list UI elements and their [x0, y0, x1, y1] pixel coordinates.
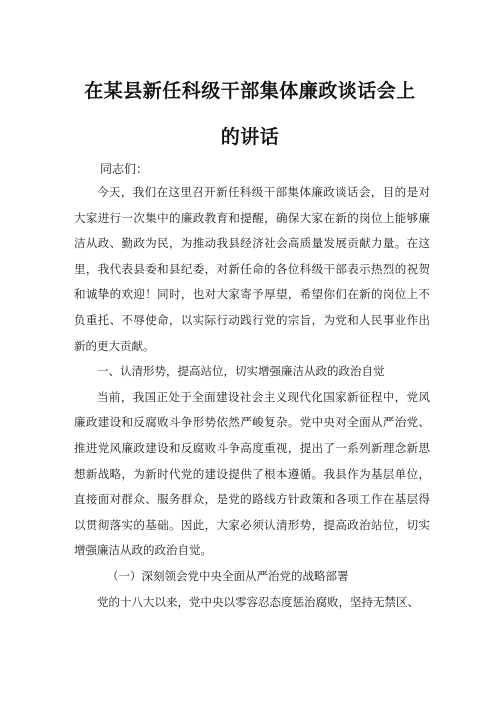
- document-title-line-1: 在某县新任科级干部集体廉政谈话会上: [84, 80, 416, 102]
- subsection-heading-1: （一）深刻领会党中央全面从严治党的战略部署: [107, 568, 349, 583]
- section-heading-1: 一、认清形势，提高站位，切实增强廉洁从政的政治自觉: [97, 364, 385, 379]
- document-title-line-2: 的讲话: [220, 126, 280, 148]
- greeting: 同志们：: [100, 162, 149, 176]
- paragraph-intro: 今天，我们在这里召开新任科级干部集体廉政谈话会，目的是对大家进行一次集中的廉政教育和提醒，确保大家在新的岗位上能够廉洁从政、勤政为民，为推动我县经济社会高质量发展贡献力量。在这里，我代表县委和县纪委，对新任命的各位科级干部表示热烈的祝贺和诚挚的欢迎！同时，也对大家寄予厚望，希望你们在新的岗位上不负重托、不辱使命，以实际行动践行党的宗旨，为党和人民事业作出新的更大贡献。: [74, 185, 430, 353]
- paragraph-subsection-1: 党的十八大以来，党中央以零容忍态度惩治腐败，坚持无禁区、: [97, 594, 419, 609]
- document-body: [74, 180, 430, 615]
- paragraph-section-1: 当前，我国正处于全面建设社会主义现代化国家新征程中，党风廉政建设和反腐败斗争形势依然严峻复杂。党中央对全面从严治党、推进党风廉政建设和反腐败斗争高度重视，提出了一系列新理念新思想新战略，为新时代党的建设提供了根本遵循。我县作为基层单位，直接面对群众、服务群众，是党的路线方针政策和各项工作在基层得以贯彻落实的基础。因此，大家必须认清形势，提高政治站位，切实增强廉洁从政的政治自觉。: [74, 389, 430, 558]
